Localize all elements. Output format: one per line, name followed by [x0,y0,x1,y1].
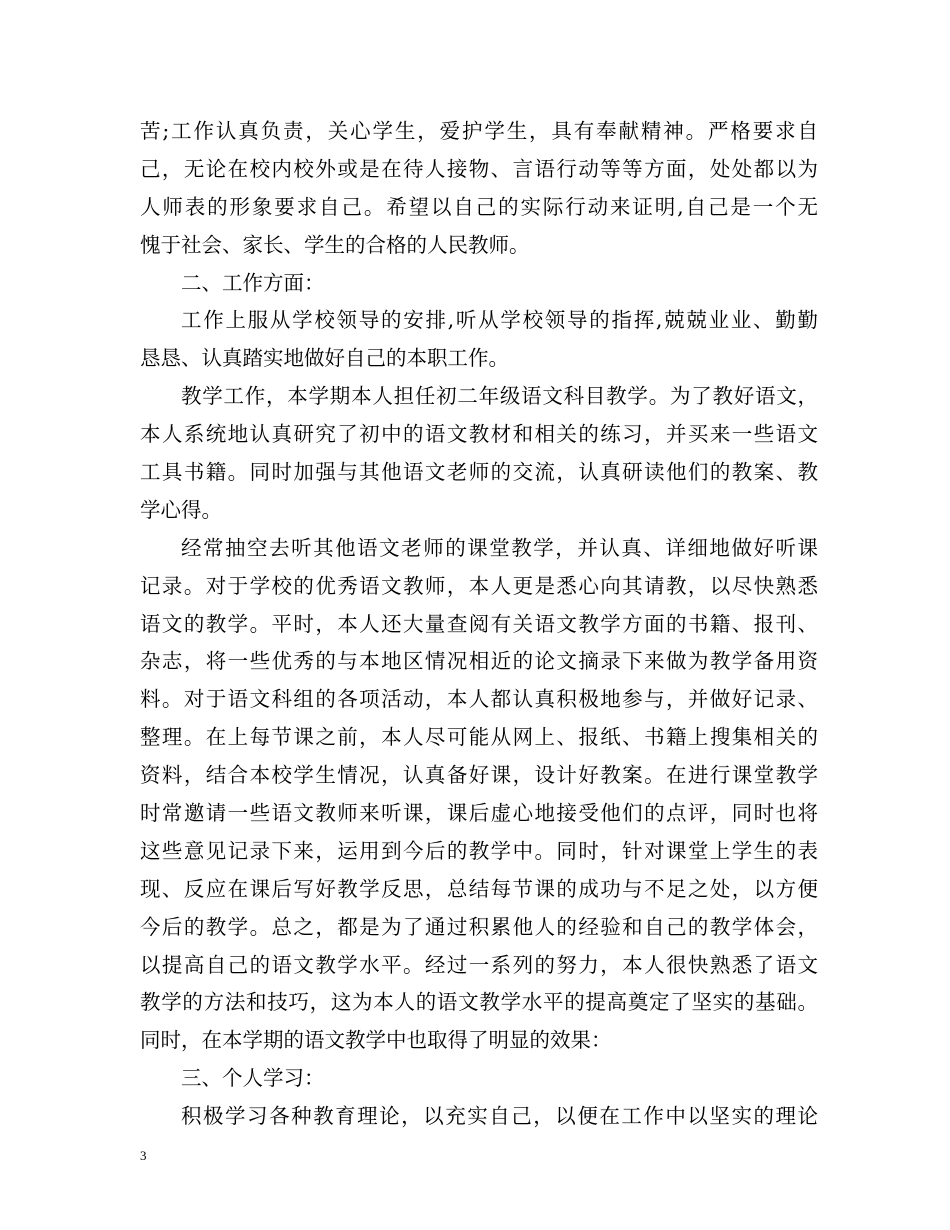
text-line: 工具书籍。同时加强与其他语文老师的交流，认真研读他们的教案、教 [140,460,818,485]
text-line: 语文的教学。平时，本人还大量查阅有关语文教学方面的书籍、报刊、 [140,611,818,636]
text-line: 本人系统地认真研究了初中的语文教材和相关的练习，并买来一些语文 [140,422,818,447]
text-line: 愧于社会、家长、学生的合格的人民教师。 [140,232,530,257]
text-line: 以提高自己的语文教学水平。经过一系列的努力，本人很快熟悉了语文 [140,952,818,977]
text-line: 工作上服从学校领导的安排,听从学校领导的指挥,兢兢业业、勤勤 [181,308,818,333]
text-line: 杂志，将一些优秀的与本地区情况相近的论文摘录下来做为教学备用资 [140,649,818,674]
page-number: 3 [140,1148,147,1163]
text-line: 苦;工作认真负责，关心学生，爱护学生，具有奉献精神。严格要求自 [140,119,818,143]
text-line: 资料，结合本校学生情况，认真备好课，设计好教案。在进行课堂教学 [140,763,818,788]
section-heading: 二、工作方面： [181,270,325,295]
text-line: 时常邀请一些语文教师来听课，课后虚心地接受他们的点评，同时也将 [140,801,818,826]
body-text [140,113,818,1136]
text-line: 记录。对于学校的优秀语文教师，本人更是悉心向其请教，以尽快熟悉 [140,573,818,598]
text-line: 学心得。 [140,497,222,522]
text-line: 积极学习各种教育理论，以充实自己，以便在工作中以坚实的理论 [181,1104,818,1129]
text-line: 恳恳、认真踏实地做好自己的本职工作。 [140,346,509,371]
text-line: 教学的方法和技巧，这为本人的语文教学水平的提高奠定了坚实的基础。 [140,990,818,1015]
text-line: 人师表的形象要求自己。希望以自己的实际行动来证明,自己是一个无 [140,194,818,219]
text-line: 整理。在上每节课之前，本人尽可能从网上、报纸、书籍上搜集相关的 [140,725,818,750]
text-line: 现、反应在课后写好教学反思，总结每节课的成功与不足之处，以方便 [140,876,818,901]
section-heading: 三、个人学习： [181,1066,325,1091]
text-line: 料。对于语文科组的各项活动，本人都认真积极地参与，并做好记录、 [140,687,818,712]
text-line: 教学工作，本学期本人担任初二年级语文科目教学。为了教好语文， [181,384,818,409]
text-line: 经常抽空去听其他语文老师的课堂教学，并认真、详细地做好听课 [181,535,818,560]
text-line: 这些意见记录下来，运用到今后的教学中。同时，针对课堂上学生的表 [140,838,818,863]
text-line: 同时，在本学期的语文教学中也取得了明显的效果： [140,1028,612,1053]
text-line: 己，无论在校内校外或是在待人接物、言语行动等等方面，处处都以为 [140,156,818,181]
text-line: 今后的教学。总之，都是为了通过积累他人的经验和自己的教学体会， [140,914,818,939]
